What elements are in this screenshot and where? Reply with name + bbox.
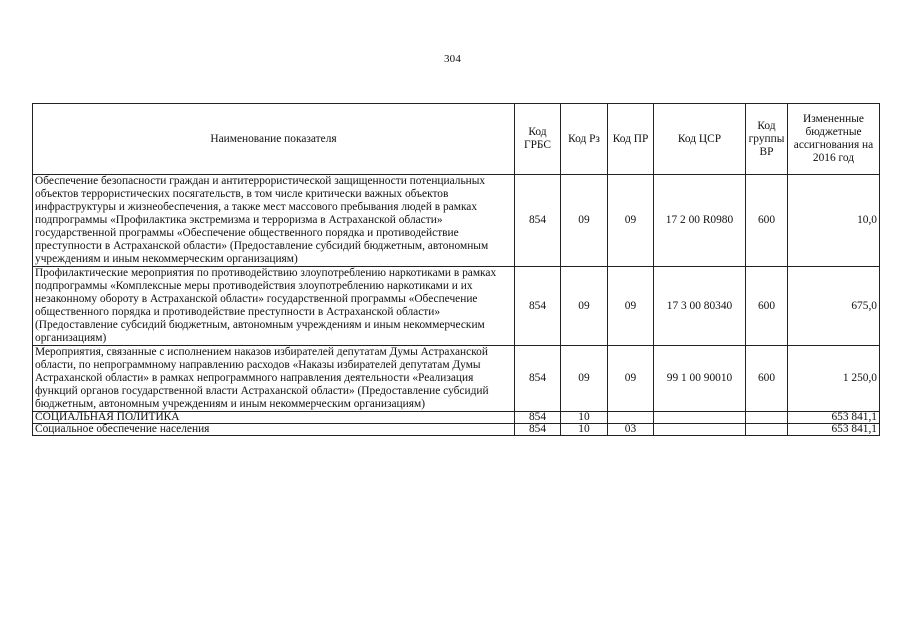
- row-pr: [608, 412, 654, 424]
- header-grbs: Код ГРБС: [515, 104, 561, 175]
- table-row: [33, 346, 880, 412]
- row-name: Мероприятия, связанные с исполнением наказов избирателей депутатам Думы Астраханской области, по непрограммному направлению расходов «Наказы избирателей депутатам Думы Астраханской области» в рамках непрограммного направления деятельности «Реализация функций органов государственной власти Астраханской области» (Предоставление субсидий бюджетным, автономным учреждениям и иным некоммерческим организациям): [33, 346, 515, 412]
- table-row: [33, 267, 880, 346]
- row-vr: 600: [746, 346, 788, 412]
- row-amount: 653 841,1: [788, 412, 880, 424]
- row-csr: [654, 424, 746, 436]
- row-amount: 1 250,0: [788, 346, 880, 412]
- row-name: СОЦИАЛЬНАЯ ПОЛИТИКА: [33, 412, 515, 424]
- row-csr: 17 2 00 R0980: [654, 175, 746, 267]
- row-vr: [746, 424, 788, 436]
- page-number: 304: [443, 53, 462, 65]
- row-amount: 675,0: [788, 267, 880, 346]
- row-rz: 09: [561, 175, 608, 267]
- header-vr: Код группы ВР: [746, 104, 788, 175]
- row-csr: [654, 412, 746, 424]
- row-rz: 09: [561, 346, 608, 412]
- row-grbs: 854: [515, 424, 561, 436]
- row-grbs: 854: [515, 175, 561, 267]
- row-vr: 600: [746, 267, 788, 346]
- header-amount: Измененные бюджетные ассигнования на 2016 год: [788, 104, 880, 175]
- row-grbs: 854: [515, 346, 561, 412]
- row-name: Социальное обеспечение населения: [33, 424, 515, 436]
- row-grbs: 854: [515, 267, 561, 346]
- row-amount: 10,0: [788, 175, 880, 267]
- row-vr: 600: [746, 175, 788, 267]
- row-amount: 653 841,1: [788, 424, 880, 436]
- row-pr: 03: [608, 424, 654, 436]
- header-csr: Код ЦСР: [654, 104, 746, 175]
- row-name: Обеспечение безопасности граждан и антитеррористической защищенности потенциальных объектов террористических посягательств, в том числе критически важных объектов инфраструктуры и жизнеобеспечения, а также мест массового пребывания людей в рамках подпрограммы «Профилактика экстремизма и терроризма в Астраханской области» государственной программы «Обеспечение общественного порядка и противодействие преступности в Астраханской области» (Предоставление субсидий бюджетным, автономным учреждениям и иным некоммерческим организациям): [33, 175, 515, 267]
- row-csr: 99 1 00 90010: [654, 346, 746, 412]
- table-header-row: [33, 104, 880, 175]
- row-csr: 17 3 00 80340: [654, 267, 746, 346]
- row-pr: 09: [608, 346, 654, 412]
- budget-table: [32, 103, 880, 436]
- row-pr: 09: [608, 175, 654, 267]
- row-vr: [746, 412, 788, 424]
- row-name: Профилактические мероприятия по противодействию злоупотреблению наркотиками в рамках подпрограммы «Комплексные меры противодействия злоупотреблению наркотиками и их незаконному обороту в Астраханской области» государственной программы «Обеспечение общественного порядка и противодействие преступности в Астраханской области» (Предоставление субсидий бюджетным, автономным учреждениям и иным некоммерческим организациям): [33, 267, 515, 346]
- header-rz: Код Рз: [561, 104, 608, 175]
- row-rz: 09: [561, 267, 608, 346]
- header-pr: Код ПР: [608, 104, 654, 175]
- row-rz: 10: [561, 424, 608, 436]
- row-rz: 10: [561, 412, 608, 424]
- table-row: [33, 175, 880, 267]
- row-pr: 09: [608, 267, 654, 346]
- table-row: [33, 412, 880, 424]
- header-name: Наименование показателя: [33, 104, 515, 175]
- table-row: [33, 424, 880, 436]
- row-grbs: 854: [515, 412, 561, 424]
